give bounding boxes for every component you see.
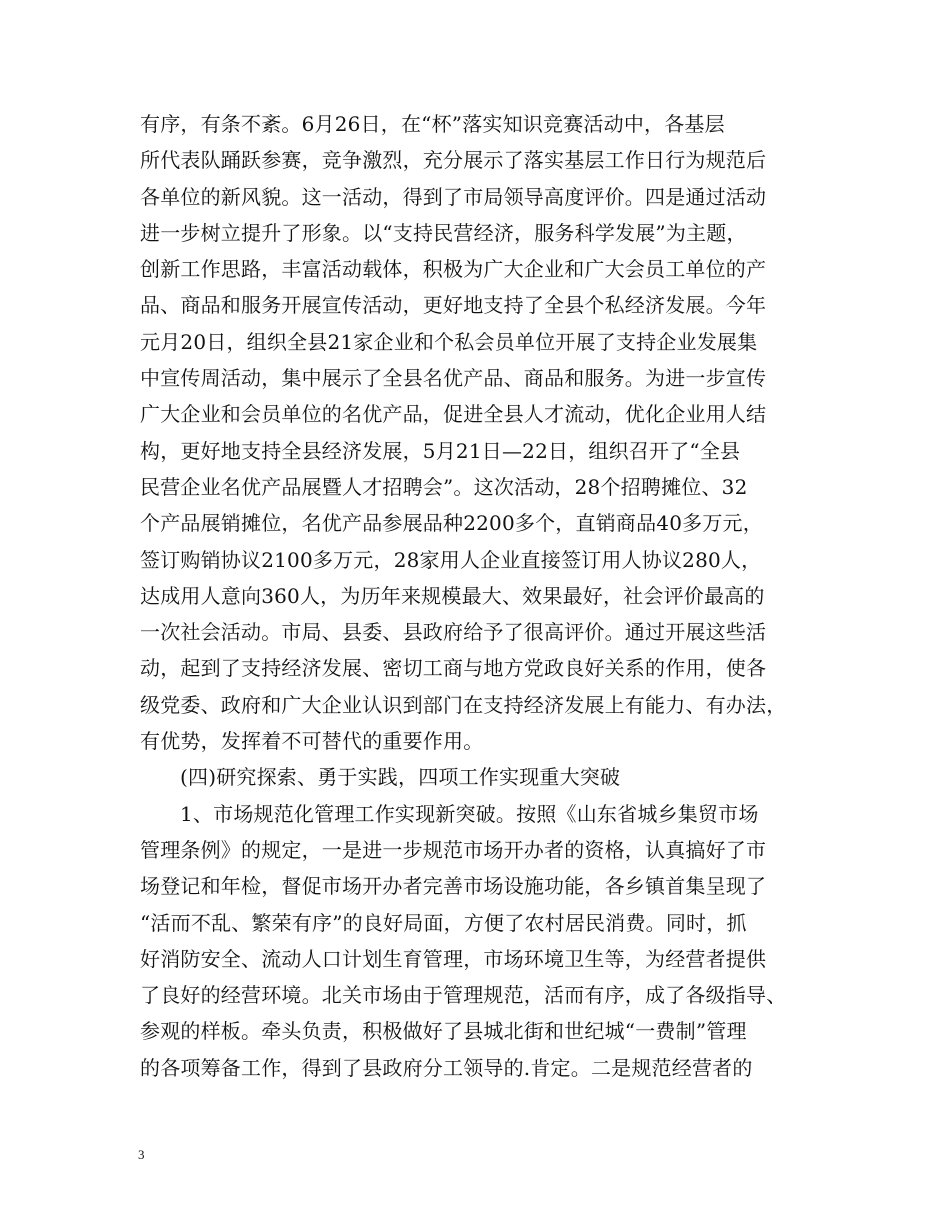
text-line: 所代表队踊跃参赛，竞争激烈，充分展示了落实基层工作日行为规范后 [140, 148, 767, 173]
text-line: 参观的样板。牵头负责，积极做好了县城北街和世纪城“一费制”管理 [140, 1019, 747, 1044]
text-line: 民营企业名优产品展暨人才招聘会”。这次活动，28个招聘摊位、32 [140, 474, 748, 499]
text-line: 动，起到了支持经济发展、密切工商与地方党政良好关系的作用，使各 [140, 656, 767, 681]
text-line: 元月20日，组织全县21家企业和个私会员单位开展了支持企业发展集 [140, 329, 758, 354]
page-number: 3 [138, 1147, 145, 1162]
text-line: 有序，有条不紊。6月26日，在“杯”落实知识竞赛活动中，各基层 [140, 112, 725, 136]
text-line: 好消防安全、流动人口计划生育管理，市场环境卫生等，为经营者提供 [140, 946, 767, 971]
text-line: 有优势，发挥着不可替代的重要作用。 [140, 729, 484, 754]
section-heading: (四)研究探索、勇于实践，四项工作实现重大突破 [180, 765, 621, 790]
text-line: 创新工作思路，丰富活动载体，积极为广大企业和广大会员工单位的产 [140, 257, 767, 282]
text-line: 签订购销协议2100多万元，28家用人企业直接签订用人协议280人， [140, 547, 762, 572]
text-line: 的各项筹备工作，得到了县政府分工领导的.肯定。二是规范经营者的 [140, 1055, 753, 1080]
text-line: 中宣传周活动，集中展示了全县名优产品、商品和服务。为进一步宣传 [140, 366, 767, 391]
text-line: 一次社会活动。市局、县委、县政府给予了很高评价。通过开展这些活 [140, 620, 767, 645]
text-line: 1、市场规范化管理工作实现新突破。按照《山东省城乡集贸市场 [180, 801, 759, 826]
text-line: 了良好的经营环境。北关市场由于管理规范，活而有序，成了各级指导、 [140, 983, 787, 1008]
text-line: 品、商品和服务开展宣传活动，更好地支持了全县个私经济发展。今年 [140, 293, 767, 318]
text-line: 个产品展销摊位，名优产品参展品种2200多个，直销商品40多万元， [140, 511, 763, 536]
text-line: 进一步树立提升了形象。以“支持民营经济，服务科学发展”为主题， [140, 220, 747, 245]
text-line: 达成用人意向360人，为历年来规模最大、效果最好，社会评价最高的 [140, 583, 765, 608]
text-line: 各单位的新风貌。这一活动，得到了市局领导高度评价。四是通过活动 [140, 184, 767, 209]
text-line: “活而不乱、繁荣有序”的良好局面，方便了农村居民消费。同时，抓 [140, 910, 747, 935]
text-line: 管理条例》的规定，一是进一步规范市场开办者的资格，认真搞好了市 [140, 837, 767, 862]
text-line: 级党委、政府和广大企业认识到部门在支持经济发展上有能力、有办法， [140, 692, 787, 717]
text-line: 广大企业和会员单位的名优产品，促进全县人才流动，优化企业用人结 [140, 402, 767, 427]
text-line: 场登记和年检，督促市场开办者完善市场设施功能，各乡镇首集呈现了 [140, 874, 767, 899]
text-line: 构，更好地支持全县经济发展，5月21日—22日，组织召开了“全县 [140, 438, 741, 463]
body-text [140, 106, 830, 1086]
